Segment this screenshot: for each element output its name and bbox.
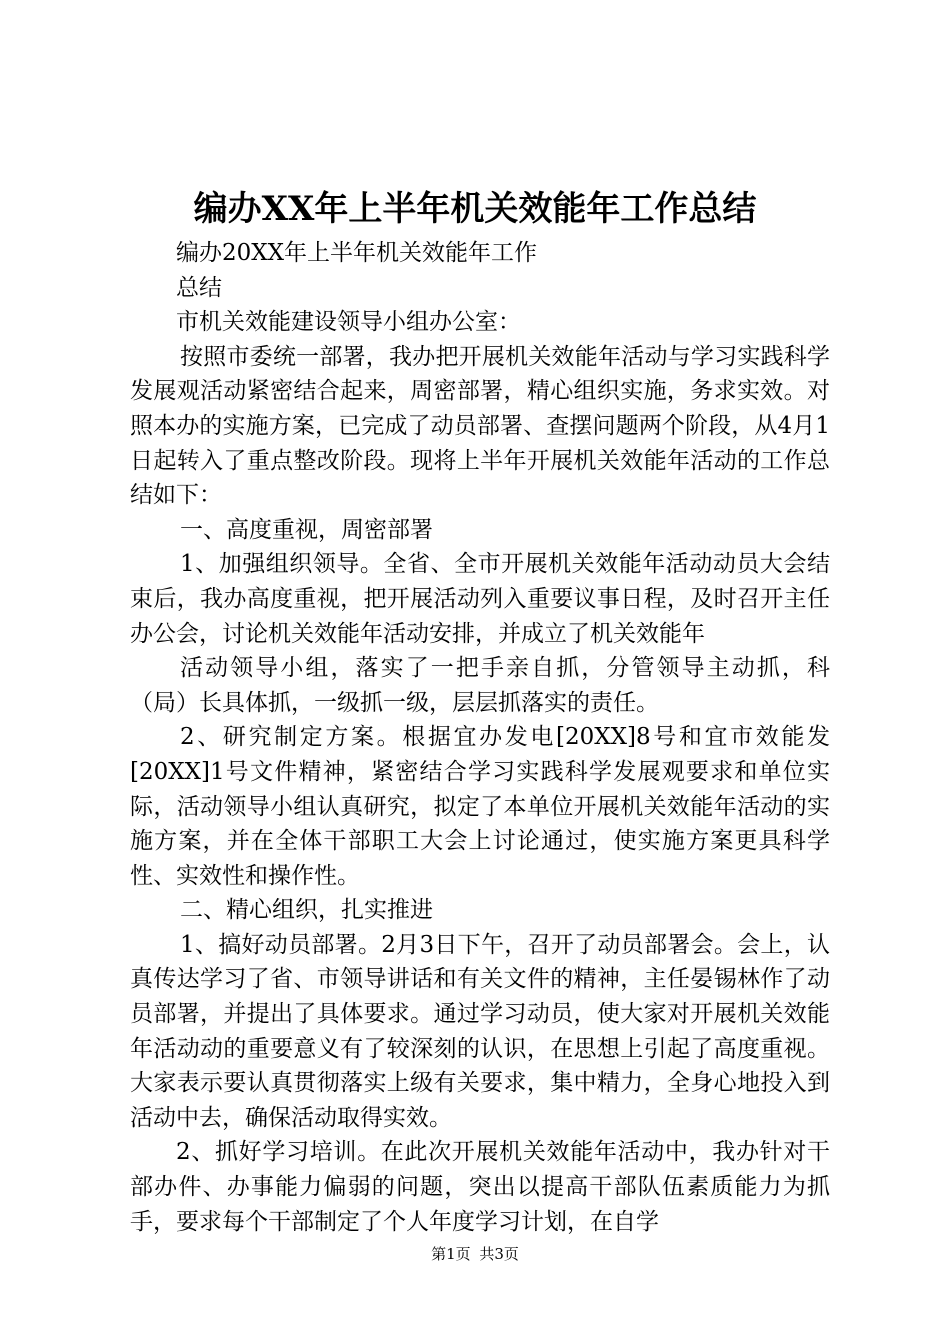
page-footer xyxy=(0,1242,950,1266)
paragraph: 2、抓好学习培训。在此次开展机关效能年活动中，我办针对干部办件、办事能力偏弱的问题，突出以提高干部队伍素质能力为抓手，要求每个干部制定了个人年度学习计划，在自学 xyxy=(130,1139,830,1235)
page-total: 共3页 xyxy=(479,1245,519,1263)
paragraph: 1、搞好动员部署。2月3日下午，召开了动员部署会。会上，认真传达学习了省、市领导讲话和有关文件的精神，主任晏锡林作了动员部署，并提出了具体要求。通过学习动员，使大家对开展机关效能年活动动的重要意义有了较深刻的认识，在思想上引起了高度重视。大家表示要认真贯彻落实上级有关要求，集中精力，全身心地投入到活动中去，确保活动取得实效。 xyxy=(130,931,830,1131)
paragraph: 总结 xyxy=(176,274,222,301)
paragraph: 1、加强组织领导。全省、全市开展机关效能年活动动员大会结束后，我办高度重视，把开展活动列入重要议事日程，及时召开主任办公会，讨论机关效能年活动安排，并成立了机关效能年 xyxy=(130,551,830,647)
page-number: 第1页 xyxy=(431,1245,471,1263)
paragraph: 市机关效能建设领导小组办公室： xyxy=(176,309,521,336)
paragraph: 活动领导小组，落实了一把手亲自抓，分管领导主动抓，科（局）长具体抓，一级抓一级，层层抓落实的责任。 xyxy=(130,655,830,716)
document-title: 编办XX年上半年机关效能年工作总结 xyxy=(193,189,757,229)
paragraph: 编办20XX年上半年机关效能年工作 xyxy=(176,240,538,266)
paragraph: 2、研究制定方案。根据宜办发电[20XX]8号和宜市效能发[20XX]1号文件精神，紧密结合学习实践科学发展观要求和单位实际，活动领导小组认真研究，拟定了本单位开展机关效能年活动的实施方案，并在全体干部职工大会上讨论通过，使实施方案更具科学性、实效性和操作性。 xyxy=(130,724,830,889)
document-body xyxy=(130,236,830,1239)
section-heading: 一、高度重视，周密部署 xyxy=(180,516,433,543)
paragraph: 按照市委统一部署，我办把开展机关效能年活动与学习实践科学发展观活动紧密结合起来，周密部署，精心组织实施，务求实效。对照本办的实施方案，已完成了动员部署、查摆问题两个阶段，从4月1日起转入了重点整改阶段。现将上半年开展机关效能年活动的工作总结如下： xyxy=(130,343,830,509)
section-heading: 二、精心组织，扎实推进 xyxy=(180,897,433,924)
